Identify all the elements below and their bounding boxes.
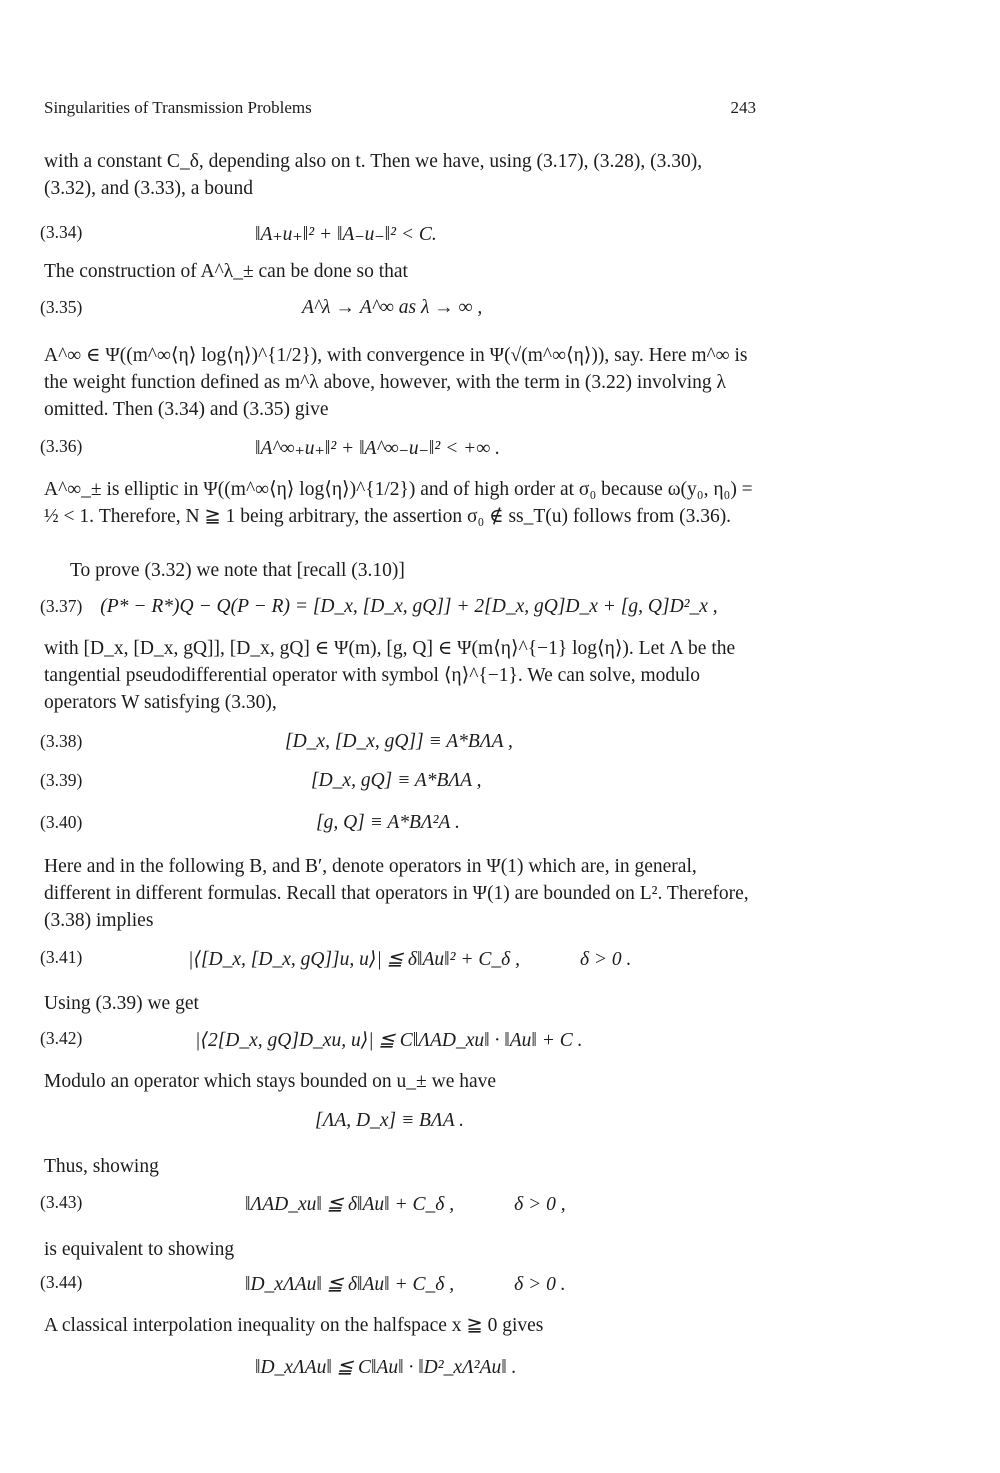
equation-formula — [245, 1272, 566, 1296]
paragraph-bound-intro: with a constant C_δ, depending also on t. Then we have, using (3.17), (3.28), (3.30), (3.32), and (3.33), a bound — [44, 151, 703, 199]
equation-formula: |⟨2[D_x, gQ]D_xu, u⟩| ≦ C‖ΛAD_xu‖ · ‖Au‖ + C . — [195, 1030, 583, 1051]
equation-formula: [ΛA, D_x] ≡ BΛA . — [315, 1110, 465, 1131]
equation-formula: [g, Q] ≡ A*BΛ²A . — [316, 812, 460, 833]
equation-3-34 — [40, 222, 770, 250]
equation-formula — [40, 596, 718, 618]
equation-3-36 — [40, 436, 770, 464]
equation-condition: δ > 0 . — [514, 1274, 566, 1295]
equation-3-37 — [40, 596, 770, 624]
equation-formula-body: (P* − R*)Q − Q(P − R) = [D_x, [D_x, gQ]] + 2[D_x, gQ]D_x + [g, Q]D²_x , — [100, 596, 718, 617]
equation-number: (3.40) — [40, 812, 83, 832]
equation-3-35 — [40, 297, 770, 325]
paragraph-using-339: Using (3.39) we get — [44, 993, 199, 1014]
paragraph-convergence: A^∞ ∈ Ψ((m^∞⟨η⟩ log⟨η⟩)^{1/2}), with convergence in Ψ(√(m^∞⟨η⟩)), say. Here m^∞ is the weight function defined as m^λ above, however, with the term in (3.22) involving λ omitted. Then (3.34) and (3.35) give — [44, 345, 748, 420]
paragraph-elliptic: A^∞_± is elliptic in Ψ((m^∞⟨η⟩ log⟨η⟩)^{1/2}) and of high order at σ₀ because ω(y₀, η₀) = ½ < 1. Therefore, N ≧ 1 being arbitrary, the assertion σ₀ ∉ ss_T(u) follows from (3.36). — [44, 479, 753, 527]
page-number: 243 — [730, 98, 756, 117]
equation-formula: [D_x, gQ] ≡ A*BΛA , — [311, 770, 482, 791]
equation-3-42 — [40, 1028, 770, 1056]
equation-number: (3.36) — [40, 436, 83, 456]
equation-number: (3.44) — [40, 1272, 83, 1292]
equation-number: (3.39) — [40, 770, 83, 790]
equation-3-43 — [40, 1192, 770, 1220]
equation-formula-body: |⟨[D_x, [D_x, gQ]]u, u⟩| ≦ δ‖Au‖² + C_δ , — [188, 949, 520, 970]
equation-formula: A^λ → A^∞ as λ → ∞ , — [302, 297, 483, 318]
equation-number: (3.34) — [40, 222, 83, 242]
equation-number: (3.43) — [40, 1192, 83, 1212]
equation-formula: ‖A₊u₊‖² + ‖A₋u₋‖² < C. — [255, 224, 437, 245]
equation-3-39 — [40, 770, 770, 798]
running-title: Singularities of Transmission Problems — [44, 98, 312, 117]
paragraph-modulo: Modulo an operator which stays bounded on u_± we have — [44, 1071, 497, 1092]
paragraph-tangential: with [D_x, [D_x, gQ]], [D_x, gQ] ∈ Ψ(m), [g, Q] ∈ Ψ(m⟨η⟩^{−1} log⟨η⟩). Let Λ be the tangential pseudodifferential operator with symbol ⟨η⟩^{−1}. We can solve, modulo operators W satisfying (3.30), — [44, 638, 736, 713]
equation-formula — [188, 947, 631, 971]
equation-interpolation — [40, 1355, 770, 1383]
equation-3-41 — [40, 947, 770, 975]
equation-formula: [D_x, [D_x, gQ]] ≡ A*BΛA , — [285, 731, 513, 752]
equation-condition: δ > 0 , — [514, 1194, 566, 1215]
paragraph-equivalent: is equivalent to showing — [44, 1239, 235, 1260]
paragraph-construction: The construction of A^λ_± can be done so that — [44, 261, 408, 282]
equation-condition: δ > 0 . — [579, 949, 632, 970]
equation-number: (3.38) — [40, 731, 83, 751]
equation-number: (3.37) — [40, 596, 83, 616]
paragraph-to-prove: To prove (3.32) we note that [recall (3.10)] — [70, 560, 405, 581]
equation-formula: ‖D_xΛAu‖ ≦ C‖Au‖ · ‖D²_xΛ²Au‖ . — [255, 1357, 517, 1378]
equation-number: (3.42) — [40, 1028, 83, 1048]
equation-formula: ‖A^∞₊u₊‖² + ‖A^∞₋u₋‖² < +∞ . — [255, 438, 500, 459]
equation-3-44 — [40, 1272, 770, 1300]
equation-3-40 — [40, 812, 770, 840]
equation-formula — [245, 1192, 566, 1216]
paragraph-interpolation: A classical interpolation inequality on the halfspace x ≧ 0 gives — [44, 1315, 544, 1336]
equation-formula-body: ‖D_xΛAu‖ ≦ δ‖Au‖ + C_δ , — [245, 1274, 455, 1295]
equation-number: (3.35) — [40, 297, 83, 317]
equation-number: (3.41) — [40, 947, 83, 967]
equation-3-38 — [40, 731, 770, 759]
equation-commutator — [40, 1110, 770, 1138]
equation-formula-body: ‖ΛAD_xu‖ ≦ δ‖Au‖ + C_δ , — [245, 1194, 455, 1215]
paragraph-operators-b: Here and in the following B, and B′, denote operators in Ψ(1) which are, in general, different in different formulas. Recall that operators in Ψ(1) are bounded on L². Therefore, (3.38) implies — [44, 856, 749, 931]
paragraph-thus-showing: Thus, showing — [44, 1156, 159, 1177]
